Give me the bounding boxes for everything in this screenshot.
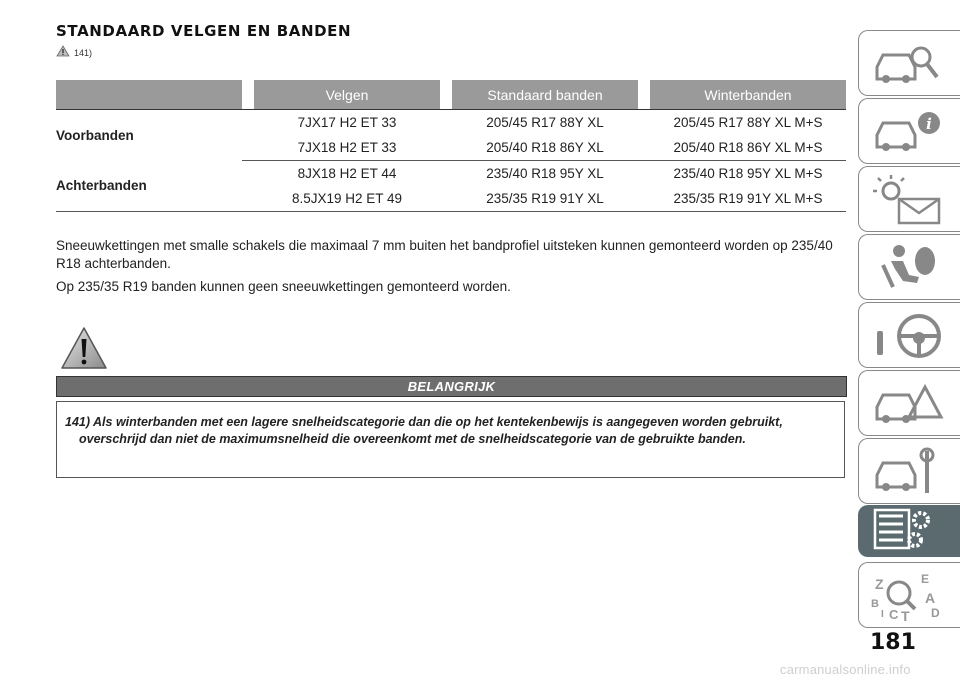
row-header-rear-tyres: Achterbanden [56, 161, 242, 212]
important-banner: BELANGRIJK [56, 376, 847, 397]
svg-text:D: D [931, 606, 940, 620]
table-cell: 235/35 R19 91Y XL M+S [650, 186, 846, 212]
svg-text:E: E [921, 572, 930, 586]
page-title: STANDAARD VELGEN EN BANDEN [56, 22, 352, 40]
row-header-front-tyres: Voorbanden [56, 110, 242, 161]
warning-icon [60, 326, 108, 375]
table-cell: 205/45 R17 88Y XL M+S [650, 110, 846, 136]
svg-text:Z: Z [875, 576, 884, 592]
table-cell: 235/35 R19 91Y XL [452, 186, 638, 212]
warning-note-box [56, 401, 845, 478]
column-header-standard-tyres: Standaard banden [452, 80, 638, 110]
table-cell: 205/40 R18 86Y XL M+S [650, 135, 846, 161]
table-header-row [56, 80, 846, 110]
column-header-rims: Velgen [254, 80, 440, 110]
tab-warning-lights[interactable] [858, 166, 960, 232]
table-header-gap [440, 80, 452, 110]
tab-index[interactable] [858, 562, 960, 628]
tab-starting-driving[interactable] [858, 302, 960, 368]
warning-triangle-icon [56, 44, 70, 62]
car-wrench-icon [869, 445, 949, 499]
no-snow-chains-paragraph: Op 235/35 R19 banden kunnen geen sneeuwkettingen gemonteerd worden. [56, 279, 511, 294]
tab-emergency[interactable] [858, 370, 960, 436]
footnote-ref-number: 141) [74, 48, 93, 58]
warning-lights-icon [869, 173, 949, 227]
svg-text:I: I [881, 609, 884, 620]
svg-text:i: i [926, 115, 932, 133]
footnote-reference [56, 44, 92, 62]
page-number: 181 [870, 630, 916, 655]
table-header-blank [56, 80, 242, 110]
svg-text:B: B [871, 598, 879, 610]
table-row [56, 110, 846, 136]
svg-text:T: T [901, 608, 910, 623]
tab-technical-data[interactable] [858, 505, 960, 557]
tab-maintenance[interactable] [858, 438, 960, 504]
table-cell: 8.5JX19 H2 ET 49 [254, 186, 440, 212]
watermark-text: carmanualsonline.info [780, 662, 911, 677]
car-search-icon [869, 37, 949, 91]
airbag-passenger-icon [869, 241, 949, 295]
rim-tyre-table [56, 80, 846, 212]
svg-text:C: C [889, 607, 899, 622]
technical-data-icon [869, 508, 949, 552]
car-info-icon [869, 105, 949, 159]
steering-wheel-icon [869, 309, 949, 363]
table-cell: 235/40 R18 95Y XL [486, 166, 604, 181]
tab-safety[interactable] [858, 234, 960, 300]
table-cell: 7JX17 H2 ET 33 [254, 110, 440, 136]
alphabetical-index-icon [869, 569, 949, 623]
table-cell: 205/40 R18 86Y XL [452, 135, 638, 161]
table-cell: 8JX18 H2 ET 44 [297, 166, 397, 181]
svg-text:A: A [925, 590, 936, 606]
tab-car-info[interactable] [858, 98, 960, 164]
table-row [56, 161, 846, 187]
tab-car-search[interactable] [858, 30, 960, 96]
snow-chains-paragraph: Sneeuwkettingen met smalle schakels die maximaal 7 mm buiten het bandprofiel uitsteken kunnen gemonteerd worden op 235/40 R18 achterbanden. [56, 238, 833, 271]
table-header-gap [638, 80, 650, 110]
car-hazard-icon [869, 377, 949, 431]
table-header-gap [242, 80, 254, 110]
table-cell: 7JX18 H2 ET 33 [254, 135, 440, 161]
table-cell: 205/45 R17 88Y XL [452, 110, 638, 136]
table-cell: 235/40 R18 95Y XL M+S [673, 166, 823, 181]
column-header-winter-tyres: Winterbanden [650, 80, 846, 110]
warning-note-text: 141) Als winterbanden met een lagere snelheidscategorie dan die op het kentekenbewijs is aangegeven worden gebruikt, overschrijd dan niet de maximumsnelheid die overeenkomt met de snelheidscategorie van de gebruikte banden. [65, 415, 783, 446]
